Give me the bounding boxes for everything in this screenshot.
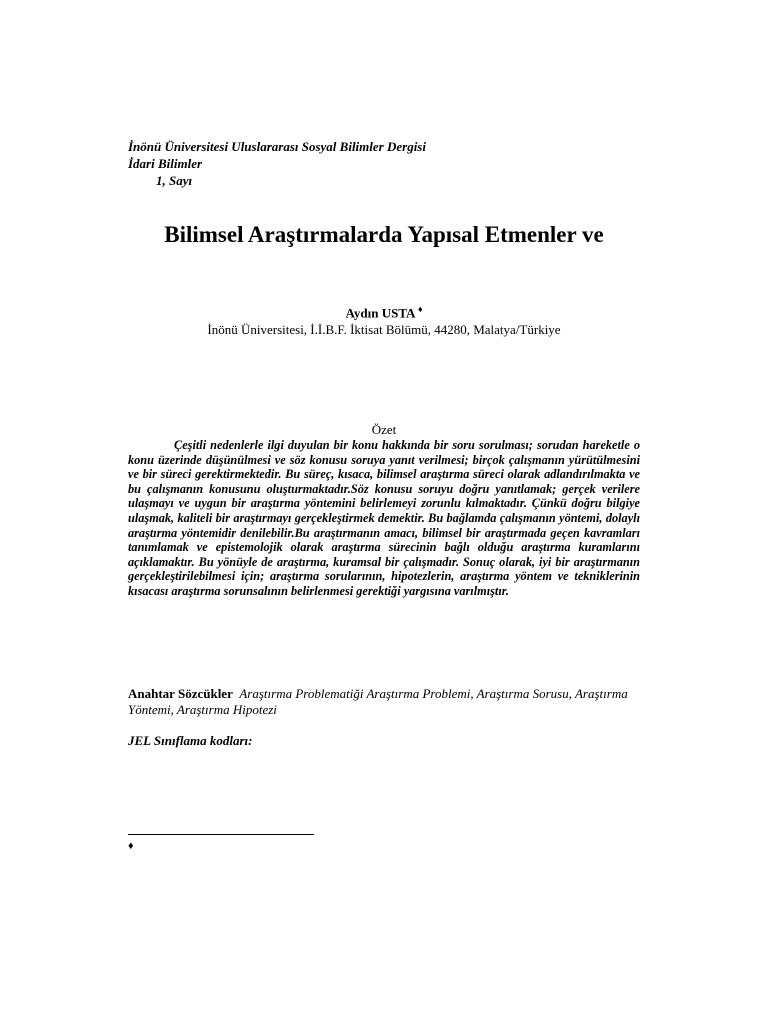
journal-issue: 1, Sayı [156,173,193,188]
author-affiliation: İnönü Üniversitesi, İ.İ.B.F. İktisat Bölümü, 44280, Malatya/Türkiye [207,322,561,337]
keywords-label: Anahtar Sözcükler [128,686,233,701]
footnote-divider [128,834,314,835]
footnote-mark: ♦ [128,840,134,852]
keywords-text: Araştırma Problematiği Araştırma Problemi, Araştırma Sorusu, Araştırma Yöntemi, Araştırma Hipotezi [128,686,628,717]
jel-codes-label: JEL Sınıflama kodları: [128,733,253,748]
keywords-block [128,686,648,718]
paper-title: Bilimsel Araştırmalarda Yapısal Etmenler ve [164,222,604,247]
author-name: Aydın USTA [345,305,415,321]
author-line [0,304,768,321]
abstract-body [128,438,640,599]
journal-name: İnönü Üniversitesi Uluslararası Sosyal Bilimler Dergisi [128,139,426,154]
abstract-heading: Özet [371,422,397,437]
abstract-text: Çeşitli nedenlerle ilgi duyulan bir konu hakkında bir soru sorulması; sorudan hareketle o konu üzerinde düşünülmesi ve söz konusu soruya yanıt verilmesi; birçok çalışmanın yürütülmesini ve bir süreci gerektirmektedir. Bu süreç, kısaca, bilimsel araştırma süreci olarak adlandırılmakta ve bu çalışmanın konusunu oluşturmaktadır.Söz konusu soruyu doğru yanıtlamak; gerçek verilere ulaşmayı ve uygun bir araştırma yöntemini belirlemeyi zorunlu kılmaktadır. Çünkü doğru bilgiye ulaşmak, kaliteli bir araştırmayı gerçekleştirmek demektir. Bu bağlamda çalışmanın yöntemi, dolaylı araştırma yöntemidir denilebilir.Bu araştırmanın amacı, bilimsel bir araştırmada geçen kavramları tanımlamak ve epistemolojik olarak araştırma sürecinin bağlı olduğu araştırma kuramlarını açıklamaktır. Bu yönüyle de araştırma, kuramsal bir çalışmadır. Sonuç olarak, iyi bir araştırmanın gerçekleştirilebilmesi için; araştırma sorularının, hipotezlerin, araştırma yöntem ve tekniklerinin kısacası araştırma sorunsalının belirlenmesi gerektiği yargısına varılmıştır. [128,438,640,598]
journal-header [128,138,426,189]
journal-field: İdari Bilimler [128,156,203,171]
author-footnote-mark: ♦ [417,304,423,314]
